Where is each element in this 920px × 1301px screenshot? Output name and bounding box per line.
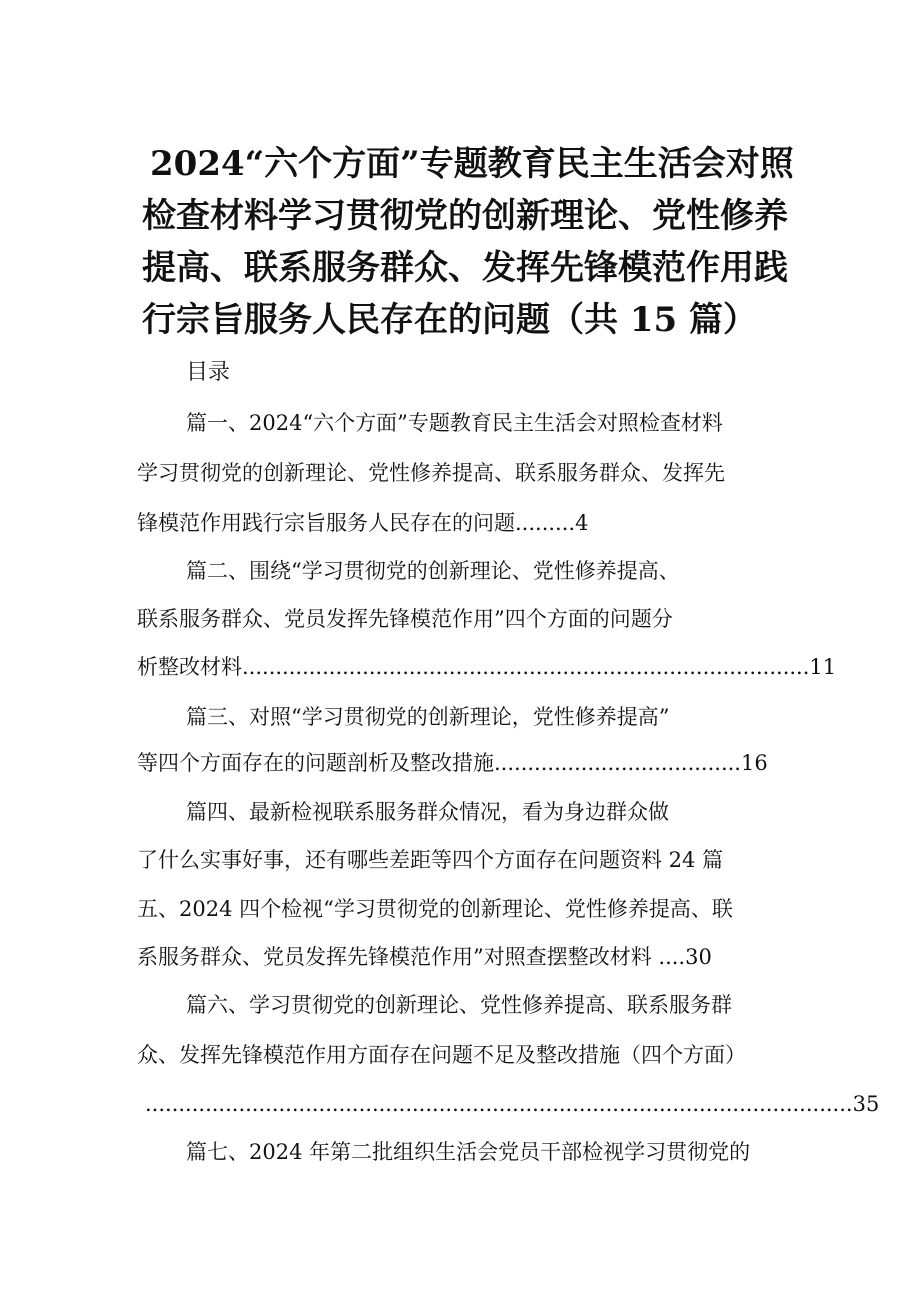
toc-entry-4-line-1[interactable]: 篇四、最新检视联系服务群众情况，看为身边群众做	[186, 800, 669, 824]
toc-entry-3-line-1[interactable]: 篇三、对照“学习贯彻党的创新理论，党性修养提高”	[186, 705, 670, 729]
title-line: 检查材料学习贯彻党的创新理论、党性修养	[142, 196, 788, 236]
toc-entry-1-line-1[interactable]: 篇一、2024“六个方面”专题教育民主生活会对照检查材料	[186, 411, 723, 435]
toc-entry-1-line-3[interactable]: 锋模范作用践行宗旨服务人民存在的问题.........4	[137, 511, 589, 535]
title-line: 行宗旨服务人民存在的问题（共 15 篇）	[142, 300, 757, 340]
toc-entry-5-line-2[interactable]: 系服务群众、党员发挥先锋模范作用”对照查摆整改材料 ....30	[137, 945, 712, 969]
toc-entry-2-line-3[interactable]: 析整改材料.....................................................................................11	[137, 655, 837, 679]
title-line: 提高、联系服务群众、发挥先锋模范作用践	[142, 248, 788, 288]
toc-entry-6-line-2[interactable]: 众、发挥先锋模范作用方面存在问题不足及整改措施（四个方面）	[137, 1043, 746, 1067]
document-title	[142, 138, 794, 346]
toc-entry-6-line-1[interactable]: 篇六、学习贯彻党的创新理论、党性修养提高、联系服务群	[186, 993, 732, 1017]
toc-heading: 目录	[186, 360, 231, 385]
toc-entry-6-line-3[interactable]: ..........................................................................................................35	[145, 1092, 880, 1116]
toc-entry-2-line-2[interactable]: 联系服务群众、党员发挥先锋模范作用”四个方面的问题分	[137, 607, 673, 631]
toc-entry-2-line-1[interactable]: 篇二、围绕“学习贯彻党的创新理论、党性修养提高、	[186, 559, 680, 583]
toc-entry-4-line-2[interactable]: 了什么实事好事，还有哪些差距等四个方面存在问题资料 24 篇	[137, 848, 724, 872]
toc-entry-5-line-1[interactable]: 五、2024 四个检视“学习贯彻党的创新理论、党性修养提高、联	[137, 897, 733, 921]
toc-entry-7-line-1[interactable]: 篇七、2024 年第二批组织生活会党员干部检视学习贯彻党的	[186, 1140, 751, 1164]
toc-entry-1-line-2[interactable]: 学习贯彻党的创新理论、党性修养提高、联系服务群众、发挥先	[137, 461, 725, 485]
title-line: 2024“六个方面”专题教育民主生活会对照	[150, 144, 794, 184]
toc-entry-3-line-2[interactable]: 等四个方面存在的问题剖析及整改措施.....................................16	[137, 751, 768, 775]
